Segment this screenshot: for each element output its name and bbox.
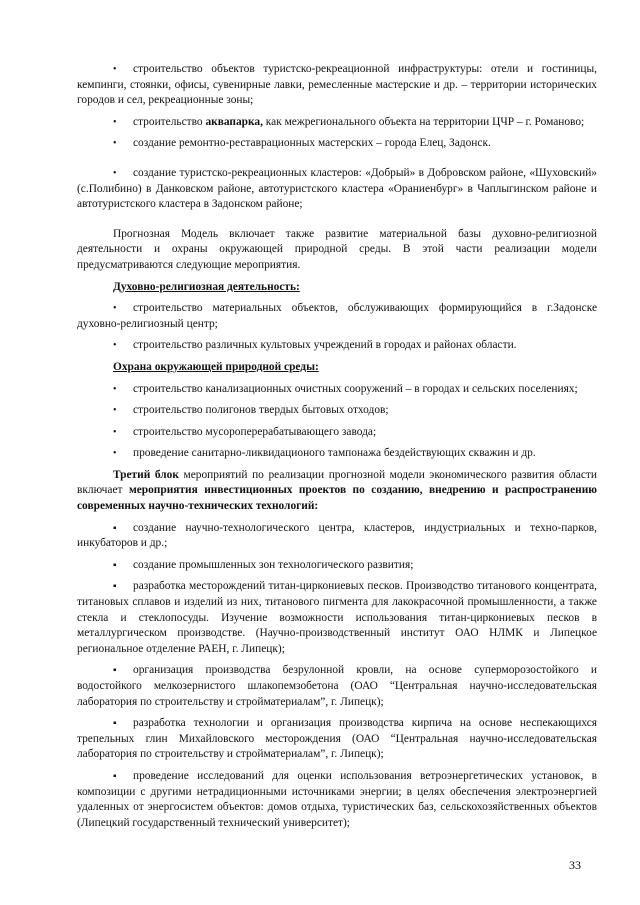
square-bullet-icon: ▪: [113, 718, 117, 730]
list-item: ▪ проведение исследований для оценки использования ветроэнергетических установок, в композиции с другими нетрадиционными источниками энергии; в целях обеспечения электроэнергией удаленных от энергосистем объектов: домов отдыха, туристических баз, сельскохозяйственных объектов (Липецкий государственный технический университет);: [77, 769, 597, 829]
list-item: • строительство материальных объектов, обслуживающих формирующийся в г.Задонске духовно-религиозный центр;: [77, 302, 597, 330]
list-item: ▪ создание научно-технологического центра, кластеров, индустриальных и техно-парков, инкубаторов и др.;: [77, 521, 597, 550]
bullet-icon: •: [113, 167, 117, 179]
list-item: • строительство канализационных очистных сооружений – в городах и сельских поселениях;: [77, 382, 597, 398]
list-item: ▪ создание промышленных зон технологического развития;: [77, 558, 597, 574]
list-item: • строительство различных культовых учреждений в городах и районах области.: [77, 338, 597, 354]
square-bullet-icon: ▪: [113, 559, 117, 571]
square-bullet-icon: ▪: [113, 665, 117, 677]
bullet-icon: •: [113, 64, 117, 75]
list-item: • создание ремонтно-реставрационных мастерских – города Елец, Задонск.: [77, 136, 597, 152]
list-item: ▪ разработка технологии и организация производства кирпича на основе неспекающихся трепельных глин Михайловского месторождения (ОАО “Центральная научно-исследовательская лаборатория по строительству и стройматериалам”, г. Липецк);: [77, 717, 597, 761]
page-body: [77, 62, 597, 831]
list-item: ▪ организация производства безрулонной кровли, на основе суперморозостойкого и водостойкого мелкозернистого шлакопемзобетона (ОАО “Центральная научно-исследовательская лаборатория по строительству и стройматериалам”, г. Липецк);: [77, 664, 597, 708]
square-bullet-icon: ▪: [113, 522, 117, 534]
bullet-icon: •: [113, 116, 117, 128]
bullet-icon: •: [113, 138, 117, 150]
list-item: • проведение санитарно-ликвидационого тампонажа бездействующих скважин и др.: [77, 446, 597, 462]
heading-spiritual: Духовно-религиозная деятельность:: [113, 280, 300, 293]
list-item: • строительство аквапарка, как межрегионального объекта на территории ЦЧР – г. Романово;: [77, 115, 597, 131]
bullet-icon: •: [113, 448, 117, 460]
bullet-icon: •: [113, 303, 117, 315]
bullet-icon: •: [113, 383, 117, 395]
paragraph-third-block: Третий блок мероприятий по реализации прогнозной модели экономического развития области включает мероприятия инвестиционных проектов по созданию, внедрению и распространению современных научно-технических технологий:: [77, 468, 598, 513]
bullet-icon: •: [113, 405, 117, 417]
list-item: • строительство полигонов твердых бытовых отходов;: [77, 403, 597, 419]
heading-environment: Охрана окружающей природной среды:: [113, 360, 319, 373]
list-item: ▪ разработка месторождений титан-циркониевых песков. Производство титанового концентрата, титановых сплавов и изделий из них, титанового пигмента для лакокрасочной промышленности, а также стекла и стеклопосуды. Изучение возможности использования титан-циркониевых песков в металлургическом производстве. (Научно-производственный институт ОАО НЛМК и Липецкое региональное отделение РАЕН, г. Липецк);: [77, 580, 597, 655]
bullet-icon: •: [113, 426, 117, 438]
bullet-icon: •: [113, 340, 117, 352]
list-item: • строительство мусороперерабатывающего завода;: [77, 425, 597, 441]
paragraph-model: Прогнозная Модель включает также развитие материальной базы духовно-религиозной деятельности и охраны окружающей природной среды. В этой части реализации модели предусматриваются следующие мероприятия.: [77, 227, 597, 271]
square-bullet-icon: ▪: [113, 581, 117, 593]
square-bullet-icon: ▪: [113, 770, 117, 782]
page-number: 33: [569, 858, 581, 872]
list-item: • создание туристско-рекреационных кластеров: «Добрый» в Добровском районе, «Шуховский» (с.Полибино) в Данковском районе, автотуристского кластера «Ораниенбург» в Чаплыгинском районе и автотуристского кластера в Задонском районе;: [77, 166, 597, 211]
list-item: • строительство объектов туристско-рекреационной инфраструктуры: отели и гостиницы, кемпинги, стоянки, офисы, сувенирные лавки, ремесленные мастерские и др. – территории исторических городов и сел, рекреационные зоны;: [77, 63, 597, 107]
